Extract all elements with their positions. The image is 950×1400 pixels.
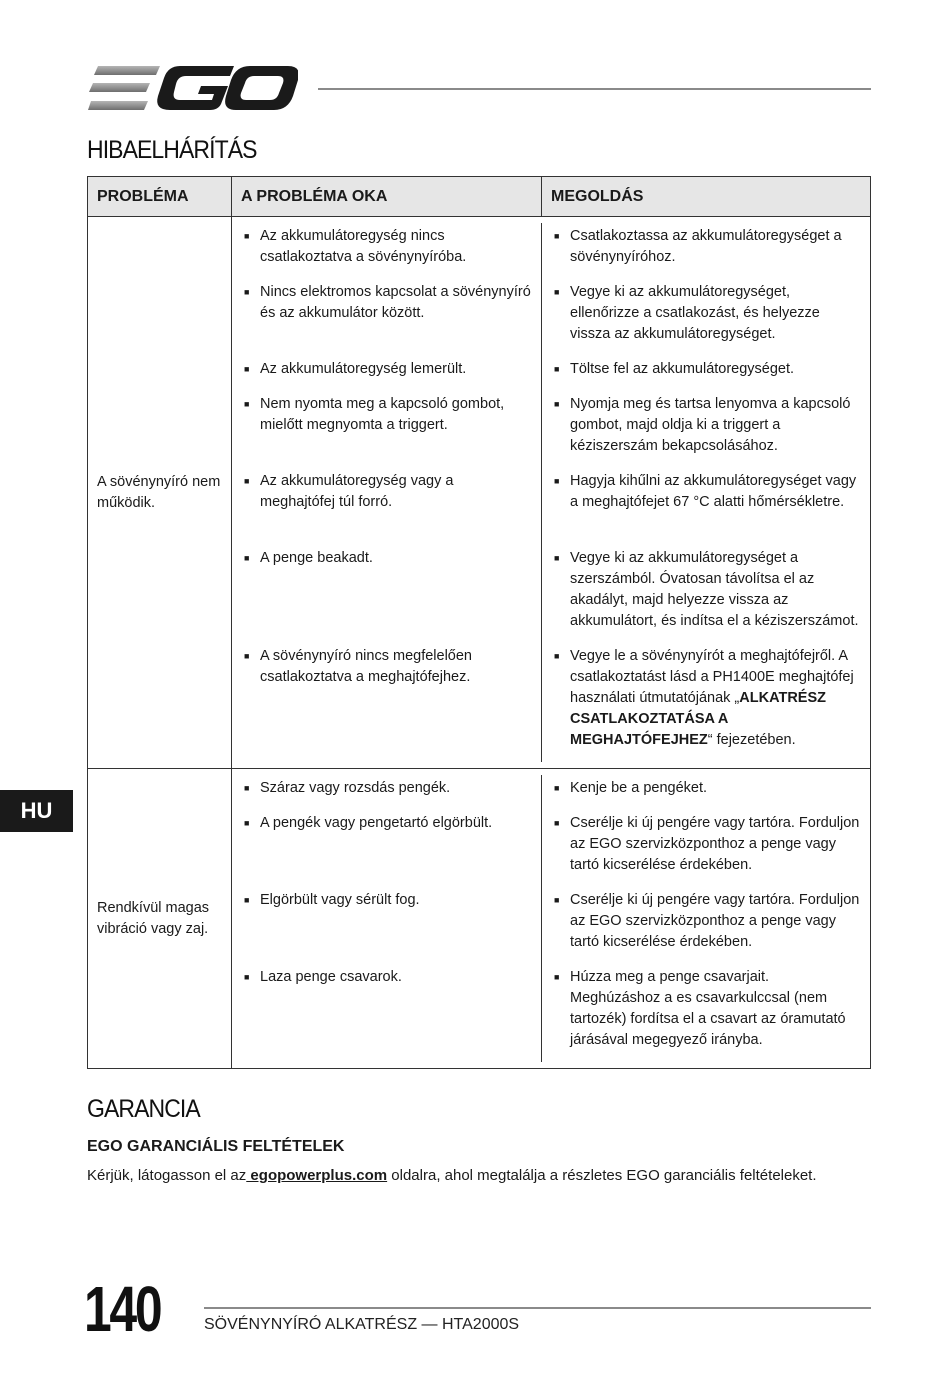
ego-logo (88, 64, 298, 112)
solution-item: ■ Kenje be a pengéket. (554, 780, 708, 796)
solution-item: ■ Töltse fel az akkumulátoregységet. (554, 361, 795, 377)
header-cause: A PROBLÉMA OKA (232, 177, 542, 217)
solution-item: ■ Nyomja meg és tartsa lenyomva a kapcsoló gombot, majd oldja ki a triggert a kéziszerszám bekapcsolásához. (554, 396, 851, 454)
solution-item: ■ Cserélje ki új pengére vagy tartóra. Forduljon az EGO szervizközponthoz a penge vagy tartó kicserélése érdekében. (554, 892, 860, 950)
cause-item: ■ Laza penge csavarok. (232, 964, 542, 1062)
header-rule (318, 88, 871, 90)
solution-item: ■ Cserélje ki új pengére vagy tartóra. Forduljon az EGO szervizközponthoz a penge vagy tartó kicserélése érdekében. (554, 815, 860, 873)
cause-item: ■ A penge beakadt. (232, 545, 542, 643)
cause-item: ■ Az akkumulátoregység nincs csatlakoztatva a sövénynyíróba. (232, 223, 542, 279)
warranty-link[interactable]: egopowerplus.com (246, 1167, 388, 1184)
cause-item: ■ Elgörbült vagy sérült fog. (232, 887, 542, 964)
solution-item: ■ Vegye ki az akkumulátoregységet a szerszámból. Óvatosan távolítsa el az akadályt, majd helyezze vissza az akkumulátort, és indítsa el a kéziszerszámot. (554, 550, 859, 629)
footer-text: SÖVÉNYNYÍRÓ ALKATRÉSZ — HTA2000S (204, 1316, 520, 1333)
warranty-paragraph: Kérjük, látogasson el az egopowerplus.com oldalra, ahol megtalálja a részletes EGO garanciális feltételeket. (87, 1167, 817, 1184)
header-problem: PROBLÉMA (88, 177, 232, 217)
table-row (88, 217, 871, 769)
language-tab: HU (0, 790, 73, 832)
solution-item: ■ Vegye le a sövénynyírót a meghajtófejről. A csatlakoztatást lásd a PH1400E meghajtófej használati útmutatójának „ALKATRÉSZ CSATLAKOZTATÁSA A MEGHAJTÓFEJHEZ“ fejezetében. (554, 648, 854, 748)
cause-solution-cell (232, 217, 871, 769)
solution-item: ■ Húzza meg a penge csavarjait. Meghúzáshoz a es csavarkulccsal (nem tartozék) fordítsa el a csavart az óramutató járásával megegyező irányba. (554, 969, 846, 1048)
cause-solution-cell (232, 769, 871, 1069)
problem-cell: A sövénynyíró nem működik. (88, 217, 232, 769)
chapter-reference: ALKATRÉSZ CSATLAKOZTATÁSA A MEGHAJTÓFEJHEZ (570, 690, 826, 748)
cause-item: ■ A sövénynyíró nincs megfelelően csatlakoztatva a meghajtófejhez. (232, 643, 542, 762)
cause-item: ■ Az akkumulátoregység lemerült. (232, 356, 542, 391)
cause-item: ■ A pengék vagy pengetartó elgörbült. (232, 810, 542, 887)
warranty-title: GARANCIA (87, 1095, 200, 1123)
warranty-subtitle: EGO GARANCIÁLIS FELTÉTELEK (87, 1138, 345, 1155)
table-header-row (88, 177, 871, 217)
solution-item: ■ Hagyja kihűlni az akkumulátoregységet vagy a meghajtófejet 67 °C alatti hőmérsékletre. (554, 473, 857, 510)
solution-item: ■ Csatlakoztassa az akkumulátoregységet a sövénynyíróhoz. (554, 228, 842, 265)
cause-item: ■ Nem nyomta meg a kapcsoló gombot, mielőtt megnyomta a triggert. (232, 391, 542, 468)
problem-cell: Rendkívül magas vibráció vagy zaj. (88, 769, 232, 1069)
header-solution: MEGOLDÁS (542, 177, 871, 217)
troubleshooting-table (87, 176, 871, 1069)
table-row (88, 769, 871, 1069)
troubleshooting-title: HIBAELHÁRÍTÁS (87, 136, 257, 164)
footer-rule (204, 1307, 871, 1309)
solution-item: ■ Vegye ki az akkumulátoregységet, ellenőrizze a csatlakozást, és helyezze vissza az akkumulátoregységet. (554, 284, 820, 342)
cause-item: ■ Az akkumulátoregység vagy a meghajtófej túl forró. (232, 468, 542, 545)
page-number: 140 (84, 1273, 161, 1345)
cause-item: ■ Nincs elektromos kapcsolat a sövénynyíró és az akkumulátor között. (232, 279, 542, 356)
cause-item: ■ Száraz vagy rozsdás pengék. (232, 775, 542, 810)
